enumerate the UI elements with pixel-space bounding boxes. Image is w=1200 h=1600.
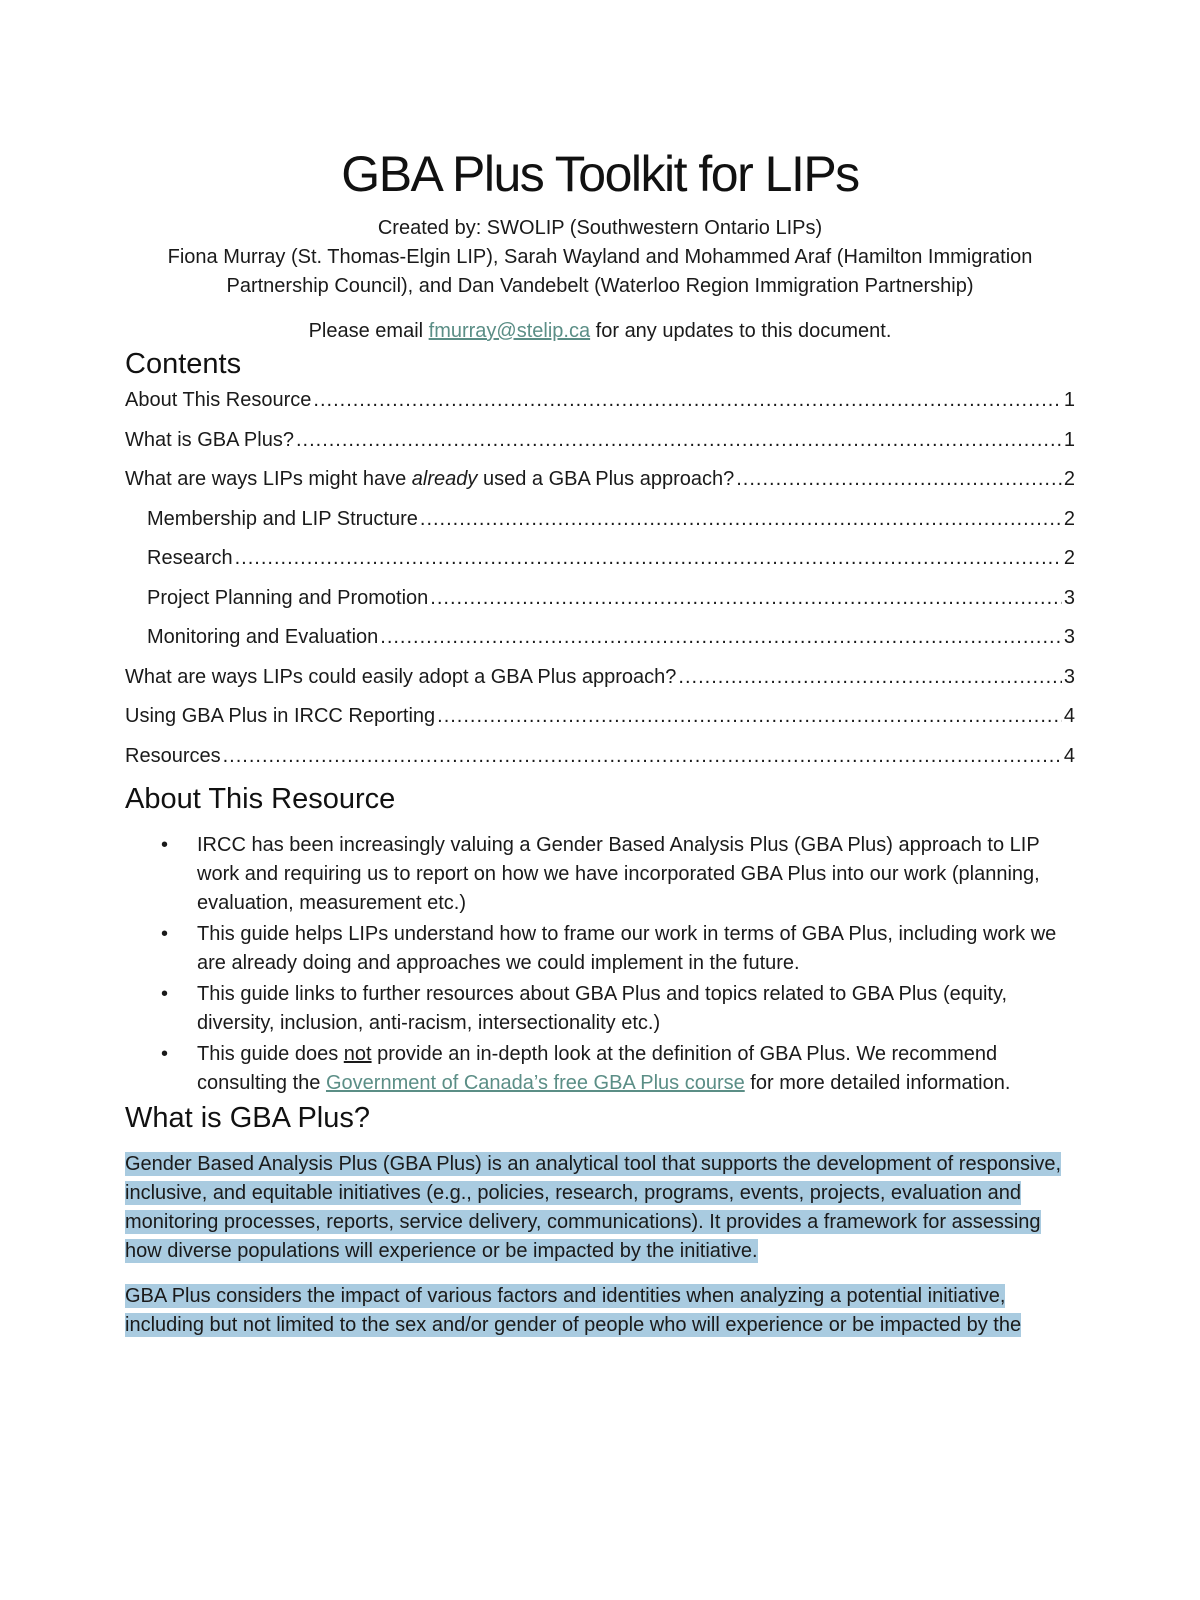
toc-entry-page: 3 xyxy=(1063,665,1075,688)
about-heading: About This Resource xyxy=(125,783,396,815)
what-is-gba-heading: What is GBA Plus? xyxy=(125,1102,370,1134)
toc-entry-label: What are ways LIPs could easily adopt a GBA Plus approach? xyxy=(125,665,677,688)
credits-line: Created by: SWOLIP (Southwestern Ontario LIPs) xyxy=(377,217,823,239)
toc-entry-page: 1 xyxy=(1063,428,1075,451)
toc-entry-research[interactable] xyxy=(125,544,1075,584)
toc-entry-page: 2 xyxy=(1063,547,1075,569)
toc-entry-label: Resources xyxy=(125,744,221,767)
gba-course-link[interactable]: Government of Canada’s free GBA Plus course xyxy=(325,1072,745,1094)
toc-entry-project-planning[interactable] xyxy=(125,584,1075,624)
toc-entry-page: 4 xyxy=(1063,744,1075,767)
toc-entry-ircc-reporting[interactable] xyxy=(125,702,1075,742)
gba-paragraph xyxy=(125,1150,1075,1266)
toc-entry-label: Using GBA Plus in IRCC Reporting xyxy=(125,705,436,727)
email-link[interactable]: fmurray@stelip.ca xyxy=(428,320,591,342)
email-suffix: for any updates to this document. xyxy=(590,320,892,342)
toc-entry-resources[interactable] xyxy=(125,742,1075,782)
toc-entry-label: Research xyxy=(147,547,233,569)
toc-entry-already-used[interactable] xyxy=(125,465,1075,505)
credits-line: Partnership Council), and Dan Vandebelt (Waterloo Region Immigration Partnership) xyxy=(226,275,974,297)
toc-entry-easily-adopt[interactable] xyxy=(125,663,1075,703)
document-title: GBA Plus Toolkit for LIPs xyxy=(341,146,859,202)
toc-entry-label: What is GBA Plus? xyxy=(125,428,294,451)
toc-entry-about[interactable] xyxy=(125,386,1075,426)
about-bullet: • This guide links to further resources about GBA Plus and topics related to GBA Plus (equity, diversity, inclusion, anti-racism, intersectionality etc.) xyxy=(125,980,1075,1038)
toc-entry-monitoring[interactable] xyxy=(125,623,1075,663)
table-of-contents xyxy=(125,386,1075,781)
highlighted-text[interactable]: GBA Plus considers the impact of various factors and identities when analyzing a potential initiative, including but not limited to the sex and/or gender of people who will experience or be impacted by the xyxy=(125,1285,1022,1336)
toc-entry-emphasis: already xyxy=(411,468,478,490)
gba-paragraph xyxy=(125,1282,1075,1340)
about-bullet: • IRCC has been increasingly valuing a Gender Based Analysis Plus (GBA Plus) approach to LIP work and requiring us to report on how we have incorporated GBA Plus into our work (planning, evaluation, measurement etc.) xyxy=(125,831,1075,918)
credits-block xyxy=(125,214,1075,301)
toc-entry-what-is-gba[interactable] xyxy=(125,426,1075,466)
underlined-not: not xyxy=(343,1043,372,1065)
toc-entry-label: What are ways LIPs might have already used a GBA Plus approach? xyxy=(125,468,735,490)
toc-entry-label: About This Resource xyxy=(125,389,312,411)
about-bullet: • This guide does not provide an in-depth look at the definition of GBA Plus. We recommend consulting the Government of Canada’s free GBA Plus course for more detailed information. xyxy=(125,1040,1075,1098)
toc-entry-page: 1 xyxy=(1063,389,1075,411)
about-bullet: • This guide helps LIPs understand how to frame our work in terms of GBA Plus, including work we are already doing and approaches we could implement in the future. xyxy=(125,920,1075,978)
toc-entry-page: 2 xyxy=(1063,507,1075,530)
toc-entry-label: Monitoring and Evaluation xyxy=(147,626,379,648)
toc-entry-page: 2 xyxy=(1063,468,1075,490)
highlighted-text[interactable]: Gender Based Analysis Plus (GBA Plus) is an analytical tool that supports the development of responsive, inclusive, and equitable initiatives (e.g., policies, research, programs, events, projects, evaluation and monitoring processes, reports, service delivery, communications). It provides a framework for assessing how diverse populations will experience or be impacted by the initiative. xyxy=(125,1153,1062,1262)
about-bullet-list xyxy=(125,831,1075,1098)
toc-entry-page: 3 xyxy=(1063,586,1075,609)
toc-entry-page: 3 xyxy=(1063,626,1075,648)
email-line xyxy=(125,317,1075,346)
credits-line: Fiona Murray (St. Thomas-Elgin LIP), Sarah Wayland and Mohammed Araf (Hamilton Immigration xyxy=(167,246,1033,268)
toc-entry-membership[interactable] xyxy=(125,505,1075,545)
toc-entry-page: 4 xyxy=(1063,705,1075,727)
contents-heading: Contents xyxy=(125,348,242,380)
toc-entry-label: Project Planning and Promotion xyxy=(147,586,429,609)
toc-entry-label: Membership and LIP Structure xyxy=(147,507,418,530)
email-prefix: Please email xyxy=(308,320,429,342)
